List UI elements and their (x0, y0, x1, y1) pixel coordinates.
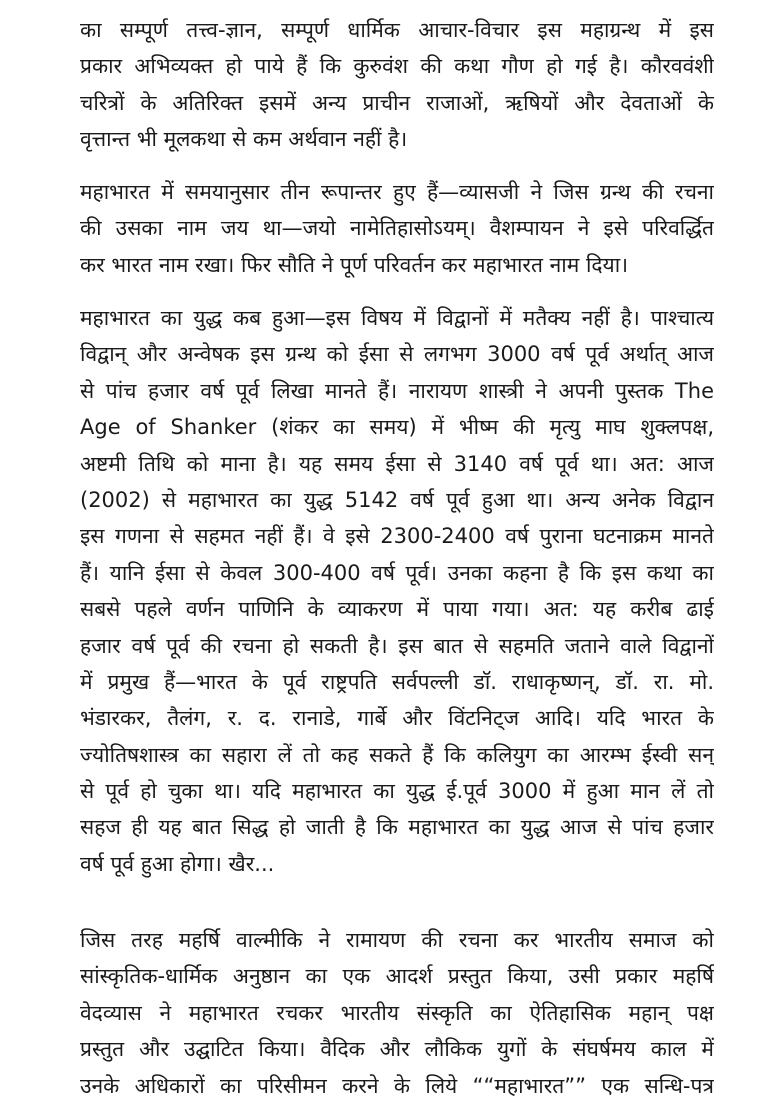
text-line: कर भारत नाम रखा। फिर सौति ने पूर्ण परिवर्तन कर महाभारत नाम दिया। (80, 252, 629, 277)
paragraph-three-versions (80, 174, 714, 283)
text-line: ज्योतिषशास्त्र का सहारा लें तो कह सकते हैं कि कलियुग का आरम्भ ईस्वी सन् (80, 742, 714, 767)
text-line: भंडारकर, तैलंग, र. द. रानाडे, गार्बे और विंटनिट्ज आदि। यदि भारत के (80, 706, 714, 731)
text-line: सांस्कृतिक-धार्मिक अनुष्ठान का एक आदर्श प्रस्तुत किया, उसी प्रकार महर्षि (80, 964, 714, 989)
paragraph-war-dating (80, 300, 714, 882)
text-line: Age of Shanker (शंकर का समय) में भीष्म की मृत्यु माघ शुक्लपक्ष, (80, 415, 714, 440)
text-line: प्रस्तुत और उद्घाटित किया। वैदिक और लौकिक युगों के संघर्षमय काल में (80, 1037, 714, 1062)
text-line: हैं। यानि ईसा से केवल 300-400 वर्ष पूर्व। उनका कहना है कि इस कथा का (80, 560, 714, 585)
text-line: में प्रमुख हैं—भारत के पूर्व राष्ट्रपति सर्वपल्ली डॉ. राधाकृष्णन्, डॉ. रा. मो. (80, 669, 714, 694)
text-line: उनके अधिकारों का परिसीमन करने के लिये ““महाभारत”” एक सन्धि-पत्र (80, 1073, 714, 1098)
text-line: वर्ष पूर्व हुआ होगा। खैर... (80, 851, 275, 876)
text-line: से पूर्व हो चुका था। यदि महाभारत का युद्ध ई.पूर्व 3000 में हुआ मान लें तो (80, 779, 714, 804)
text-line: सहज ही यह बात सिद्ध हो जाती है कि महाभारत का युद्ध आज से पांच हजार (80, 815, 714, 840)
paragraph-kuru-lineage (80, 12, 714, 158)
text-line: वृत्तान्त भी मूलकथा से कम अर्थवान नहीं है। (80, 127, 408, 152)
text-line: इस गणना से सहमत नहीं हैं। वे इसे 2300-2400 वर्ष पुराना घटनाक्रम मानते (80, 524, 714, 549)
text-line: प्रकार अभिव्यक्त हो पाये हैं कि कुरुवंश की कथा गौण हो गई है। कौरववंशी (80, 54, 714, 79)
text-line: से पांच हजार वर्ष पूर्व लिखा मानते हैं। नारायण शास्त्री ने अपनी पुस्तक The (80, 378, 714, 403)
text-line: अष्टमी तिथि को माना है। यह समय ईसा से 3140 वर्ष पूर्व था। अत: आज (80, 451, 714, 476)
text-line: की उसका नाम जय था—जयो नामेतिहासोऽयम्। वैशम्पायन ने इसे परिवर्द्धित (80, 216, 714, 241)
text-line: विद्वान् और अन्वेषक इस ग्रन्थ को ईसा से लगभग 3000 वर्ष पूर्व अर्थात् आज (80, 342, 714, 367)
paragraph-valmiki-comparison (80, 922, 714, 1104)
text-line: का सम्पूर्ण तत्त्व-ज्ञान, सम्पूर्ण धार्मिक आचार-विचार इस महाग्रन्थ में इस (80, 18, 714, 42)
text-line: सबसे पहले वर्णन पाणिनि के व्याकरण में पाया गया। अत: यह करीब ढाई (80, 597, 714, 622)
text-line: महाभारत में समयानुसार तीन रूपान्तर हुए हैं—व्यासजी ने जिस ग्रन्थ की रचना (80, 180, 714, 204)
text-line: वेदव्यास ने महाभारत रचकर भारतीय संस्कृति का ऐतिहासिक महान् पक्ष (80, 1000, 714, 1025)
text-line: महाभारत का युद्ध कब हुआ—इस विषय में विद्वानों में मतैक्य नहीं है। पाश्चात्य (80, 306, 714, 330)
text-line: हजार वर्ष पूर्व की रचना हो सकती है। इस बात से सहमति जताने वाले विद्वानों (80, 633, 714, 658)
text-line: चरित्रों के अतिरिक्त इसमें अन्य प्राचीन राजाओं, ऋषियों और देवताओं के (80, 90, 714, 115)
text-line: जिस तरह महर्षि वाल्मीकि ने रामायण की रचना कर भारतीय समाज को (80, 928, 714, 952)
text-line: (2002) से महाभारत का युद्ध 5142 वर्ष पूर्व हुआ था। अन्य अनेक विद्वान (80, 487, 714, 512)
